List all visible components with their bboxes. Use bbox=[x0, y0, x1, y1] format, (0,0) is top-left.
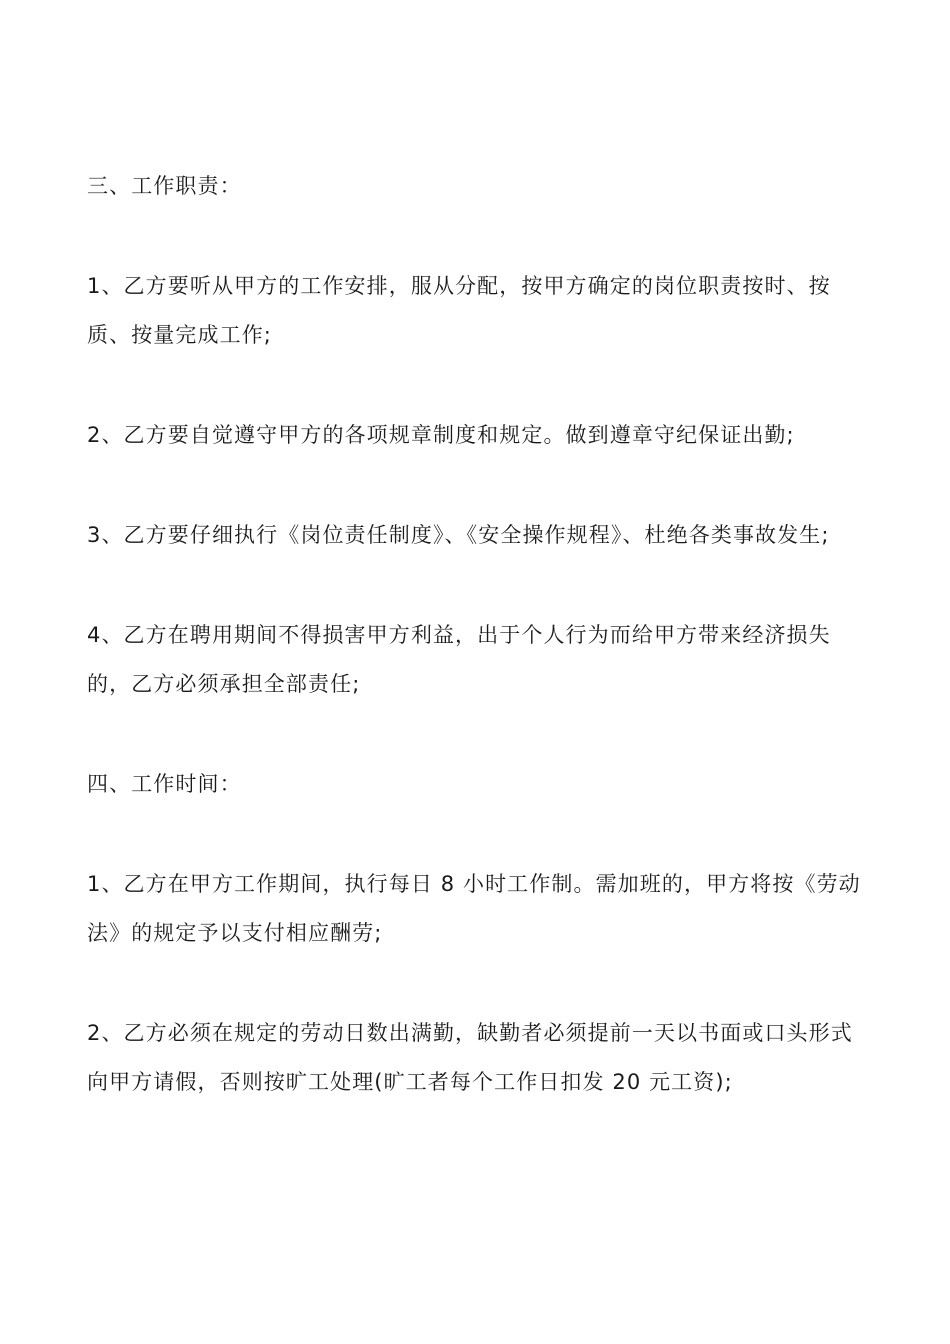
duty-item-1: 1、乙方要听从甲方的工作安排，服从分配，按甲方确定的岗位职责按时、按质、按量完成工作; bbox=[87, 274, 831, 347]
duty-item-2: 2、乙方要自觉遵守甲方的各项规章制度和规定。做到遵章守纪保证出勤; bbox=[87, 423, 795, 447]
section-heading-work-hours: 四、工作时间： bbox=[87, 772, 242, 796]
duty-item-4: 4、乙方在聘用期间不得损害甲方利益，出于个人行为而给甲方带来经济损失的，乙方必须承担全部责任; bbox=[87, 623, 831, 696]
document-body bbox=[87, 162, 867, 1158]
hours-item-2: 2、乙方必须在规定的劳动日数出满勤，缺勤者必须提前一天以书面或口头形式向甲方请假，否则按旷工处理(旷工者每个工作日扣发 20 元工资); bbox=[87, 1021, 853, 1094]
section-heading-work-duties: 三、工作职责： bbox=[87, 174, 242, 198]
duty-item-3: 3、乙方要仔细执行《岗位责任制度》、《安全操作规程》、杜绝各类事故发生; bbox=[87, 523, 830, 547]
hours-item-1: 1、乙方在甲方工作期间，执行每日 8 小时工作制。需加班的，甲方将按《劳动法》的规定予以支付相应酬劳; bbox=[87, 872, 861, 945]
